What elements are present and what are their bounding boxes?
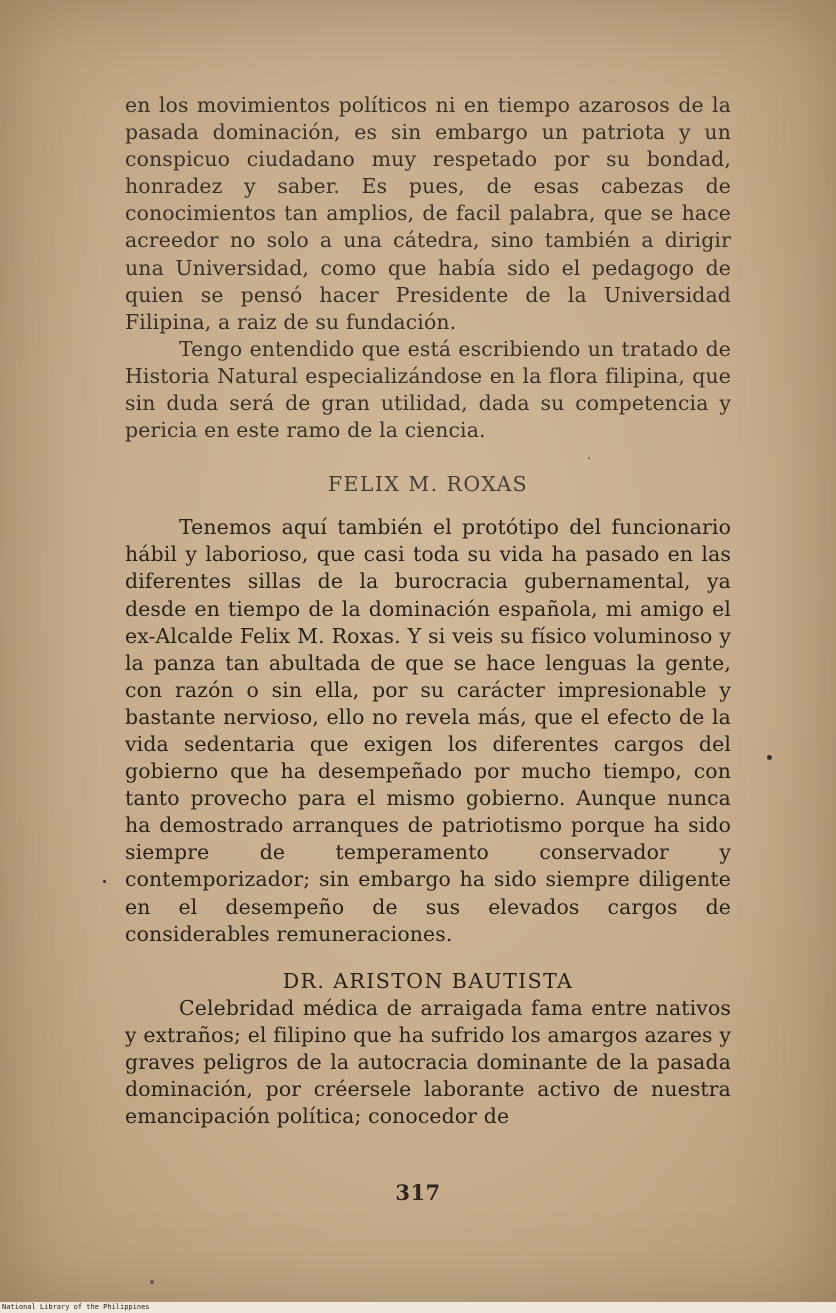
ink-speck [103, 880, 106, 883]
ink-speck [588, 457, 590, 459]
ink-speck [767, 755, 772, 760]
paragraph-1: en los movimientos políticos ni en tiempo azarosos de la pasada dominación, es sin embargo un patriota y un conspicuo ciudadano muy respetado por su bondad, honradez y saber. Es pues, de esas cabezas de conocimientos tan amplios, de facil palabra, que se hace acreedor no solo a una cátedra, sino también a dirigir una Universidad, como que había sido el pedagogo de quien se pensó hacer Presidente de la Universidad Filipina, a raiz de su fundación. [125, 93, 731, 334]
library-watermark: National Library of the Philippines [2, 1303, 150, 1311]
page-text [125, 92, 731, 1130]
paragraph-roxas: Tenemos aquí también el protótipo del funcionario hábil y laborioso, que casi toda su vida ha pasado en las diferentes sillas de la burocracia gubernamental, ya desde en tiempo de la dominación española, mi amigo el ex-Alcalde Felix M. Roxas. Y si veis su físico voluminoso y la panza tan abultada de que se hace lenguas la gente, con razón o sin ella, por su carácter impresionable y bastante nervioso, ello no revela más, que el efecto de la vida sedentaria que exigen los diferentes cargos del gobierno que ha desempeñado por mucho tiempo, con tanto provecho para el mismo gobierno. Aunque nunca ha demostrado arranques de patriotismo porque ha sido siempre de temperamento conservador y contemporizador; sin embargo ha sido siempre diligente en el desempeño de sus elevados cargos de considerables remuneraciones. [125, 515, 731, 946]
paragraph-bautista: Celebridad médica de arraigada fama entre nativos y extraños; el filipino que ha sufrido los amargos azares y graves peligros de la autocracia dominante de la pasada dominación, por créersele laborante activo de nuestra emancipación política; conocedor de [125, 995, 731, 1129]
paragraph-2: Tengo entendido que está escribiendo un tratado de Historia Natural especializándose en la flora filipina, que sin duda será de gran utilidad, dada su competencia y pericia en este ramo de la ciencia. [125, 336, 731, 443]
section-heading-bautista: DR. ARISTON BAUTISTA [282, 968, 574, 993]
ink-speck [150, 1280, 154, 1284]
page-number: 317 [395, 1180, 441, 1205]
section-heading-roxas: FELIX M. ROXAS [327, 472, 529, 497]
